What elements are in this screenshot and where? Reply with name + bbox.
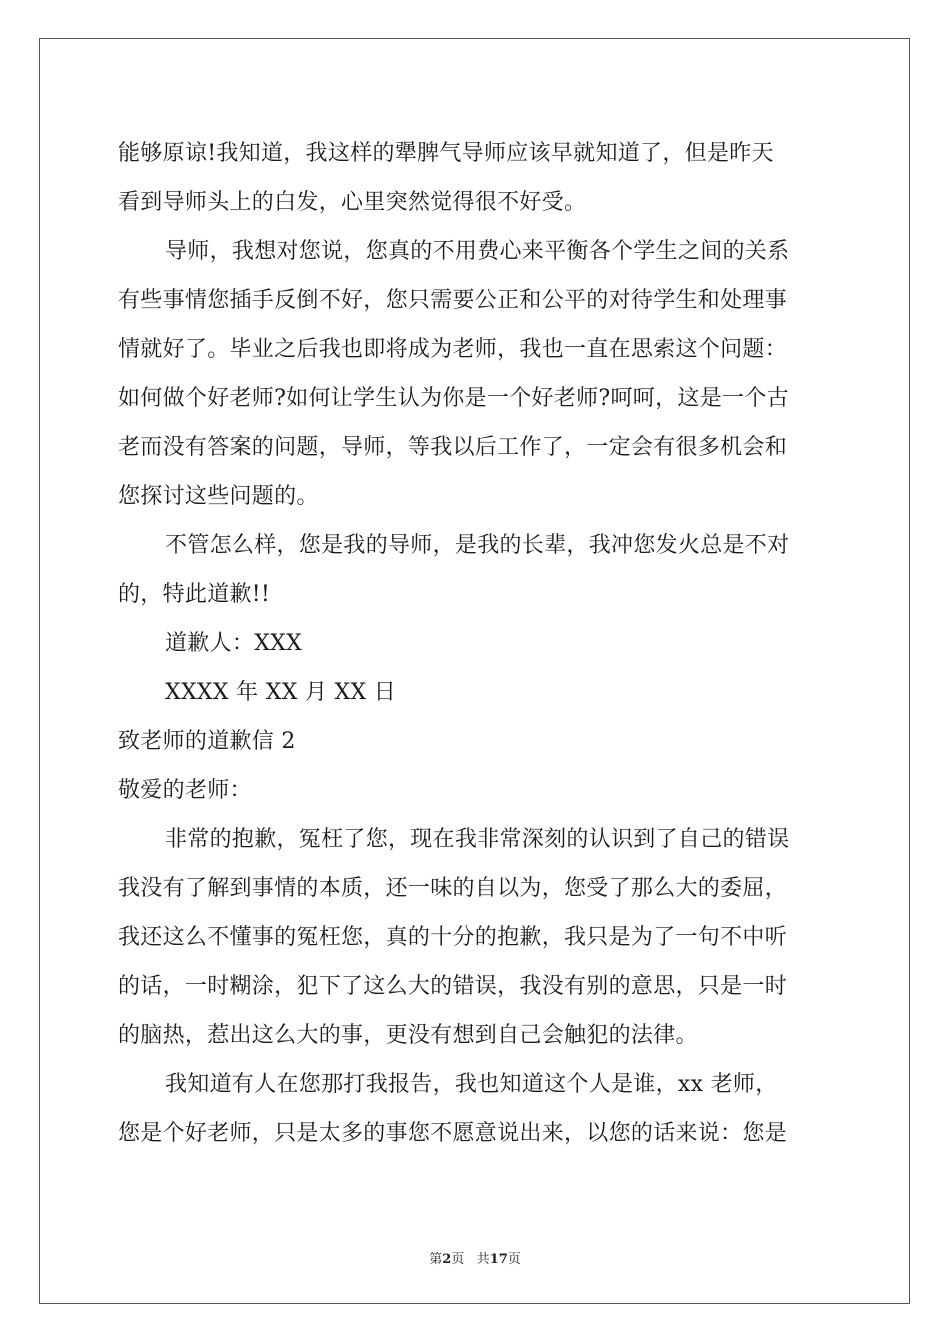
- paragraph-line: 的，特此道歉!!: [118, 582, 271, 607]
- page-current: 2: [442, 1252, 452, 1267]
- paragraph-line: 能够原谅!我知道，我这样的犟脾气导师应该早就知道了，但是昨天: [118, 141, 774, 166]
- paragraph-line: 有些事情您插手反倒不好，您只需要公正和公平的对待学生和处理事: [118, 288, 788, 313]
- paragraph-line: 导师，我想对您说，您真的不用费心来平衡各个学生之间的关系: [165, 239, 790, 264]
- document-body: [118, 129, 838, 1158]
- paragraph-line: 老而没有答案的问题，导师，等我以后工作了，一定会有很多机会和: [118, 435, 788, 460]
- paragraph-line: 如何做个好老师?如何让学生认为你是一个好老师?呵呵，这是一个古: [118, 386, 789, 411]
- page-footer: [0, 1248, 950, 1267]
- paragraph-line: 的话，一时糊涂，犯下了这么大的错误，我没有别的意思，只是一时: [118, 974, 788, 999]
- paragraph-line: 我还这么不懂事的冤枉您，真的十分的抱歉，我只是为了一句不中听: [118, 925, 788, 950]
- page-unit: 页: [451, 1252, 465, 1267]
- date-line: XXXX 年 XX 月 XX 日: [165, 680, 397, 705]
- section-title: 致老师的道歉信 2: [118, 729, 296, 754]
- paragraph-line: 我没有了解到事情的本质，还一味的自以为，您受了那么大的委屈，: [118, 876, 788, 901]
- paragraph-line: 您是个好老师，只是太多的事您不愿意说出来，以您的话来说：您是: [118, 1121, 788, 1146]
- total-prefix: 共: [476, 1252, 490, 1267]
- paragraph-line: 您探讨这些问题的。: [118, 484, 319, 509]
- paragraph-line: 看到导师头上的白发，心里突然觉得很不好受。: [118, 190, 587, 215]
- total-unit: 页: [507, 1252, 521, 1267]
- page-total: 17: [489, 1252, 508, 1267]
- salutation: 敬爱的老师：: [118, 778, 252, 803]
- paragraph-line: 我知道有人在您那打我报告，我也知道这个人是谁，xx 老师，: [165, 1072, 778, 1097]
- paragraph-line: 非常的抱歉，冤枉了您，现在我非常深刻的认识到了自己的错误: [165, 827, 790, 852]
- signature-line: 道歉人：XXX: [165, 631, 303, 656]
- page-prefix: 第: [429, 1252, 443, 1267]
- paragraph-line: 不管怎么样，您是我的导师，是我的长辈，我冲您发火总是不对: [165, 533, 790, 558]
- paragraph-line: 的脑热，惹出这么大的事，更没有想到自己会触犯的法律。: [118, 1023, 698, 1048]
- paragraph-line: 情就好了。毕业之后我也即将成为老师，我也一直在思索这个问题：: [118, 337, 788, 362]
